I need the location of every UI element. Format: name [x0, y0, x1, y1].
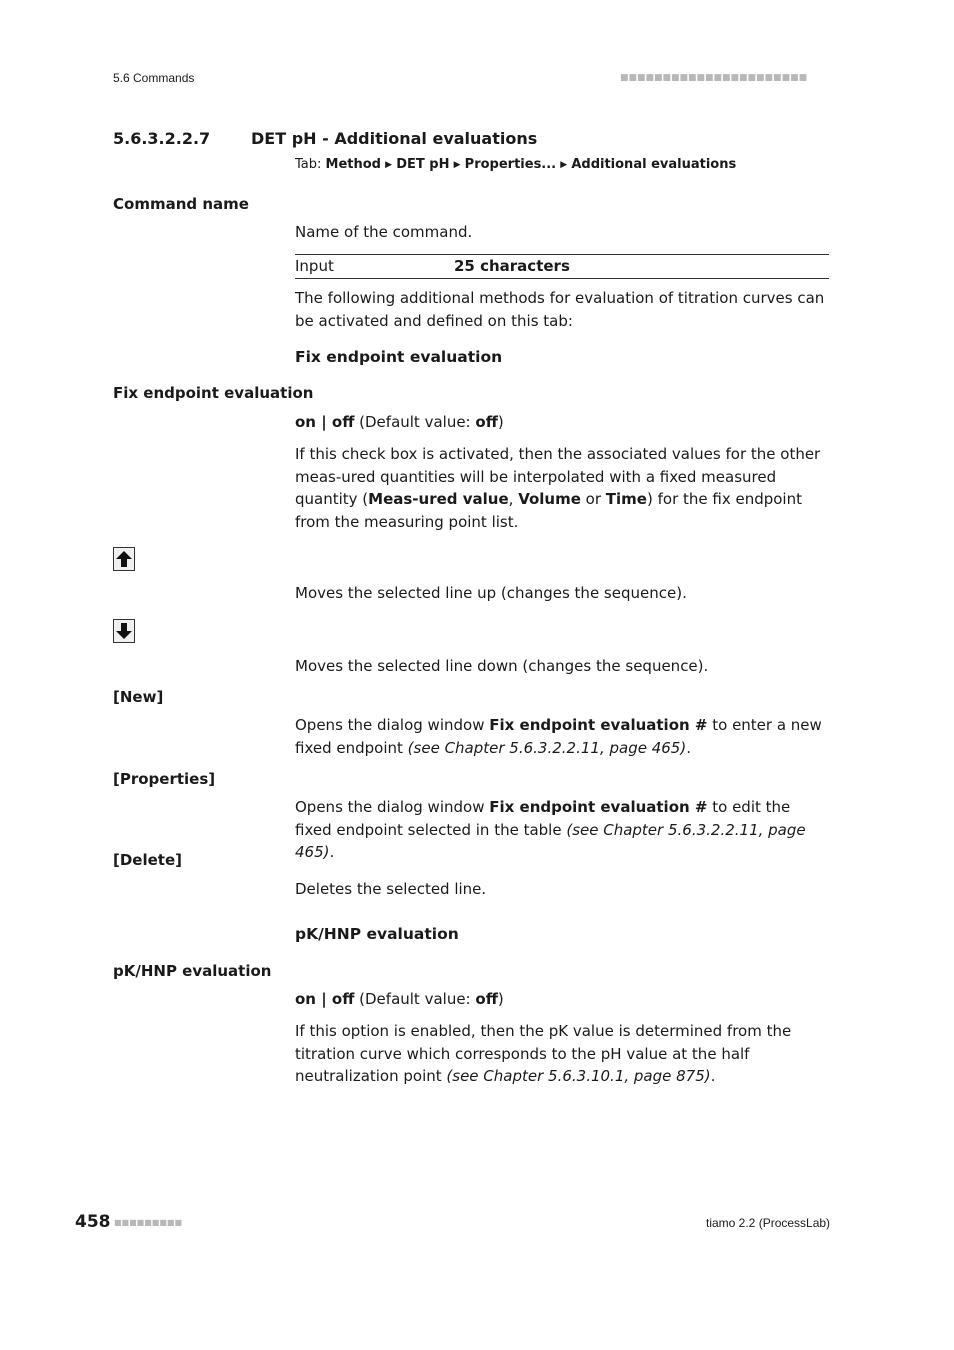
fix-endpoint-desc	[295, 443, 830, 533]
move-up-desc: Moves the selected line up (changes the sequence).	[295, 584, 687, 602]
command-name-desc: Name of the command.	[295, 223, 473, 241]
input-table	[295, 254, 829, 279]
desc-text: or	[580, 490, 606, 508]
desc-text: .	[329, 843, 335, 861]
footer-dots: ■■■■■■■■■	[114, 1218, 183, 1227]
option-on: on	[295, 990, 316, 1008]
default-value: off	[475, 990, 498, 1008]
properties-button-label: [Properties]	[113, 770, 216, 788]
properties-button-desc	[295, 796, 830, 864]
desc-text: to edit the fixed endpoint selected in the table	[295, 798, 791, 839]
section-number: 5.6.3.2.2.7	[113, 129, 211, 148]
input-table-key: Input	[295, 257, 334, 275]
desc-text: .	[686, 738, 691, 757]
command-name-label: Command name	[113, 195, 249, 213]
pk-hnp-desc	[295, 1020, 830, 1088]
option-separator: |	[315, 990, 332, 1008]
option-separator: |	[315, 413, 332, 431]
new-button-label: [New]	[113, 688, 164, 706]
triangle-right-icon: ▶	[385, 160, 393, 170]
desc-text: ,	[508, 490, 519, 508]
pk-hnp-label: pK/HNP evaluation	[113, 962, 272, 980]
default-suffix: )	[497, 413, 504, 431]
page-number: 458	[75, 1212, 111, 1232]
desc-text: to enter a new fixed endpoint	[295, 716, 822, 757]
new-button-desc	[295, 714, 830, 759]
input-table-value: 25 characters	[454, 257, 570, 275]
delete-button-label: [Delete]	[113, 851, 182, 869]
chapter-reference-link[interactable]: (see Chapter 5.6.3.2.2.11, page 465)	[407, 738, 687, 757]
fix-endpoint-subheading: Fix endpoint evaluation	[295, 348, 503, 366]
pk-hnp-subheading: pK/HNP evaluation	[295, 925, 459, 943]
tab-path-item: DET pH	[396, 157, 450, 172]
tab-path-item: Properties...	[464, 157, 557, 172]
desc-bold: Time	[605, 490, 647, 508]
tab-path	[295, 157, 736, 172]
move-down-desc: Moves the selected line down (changes the sequence).	[295, 657, 709, 675]
option-off: off	[331, 990, 355, 1008]
desc-bold: Volume	[518, 490, 581, 508]
desc-bold: Meas-ured value	[368, 490, 509, 508]
option-off: off	[331, 413, 355, 431]
fix-endpoint-options	[295, 411, 830, 434]
intro-paragraph: The following additional methods for evaluation of titration curves can be activated and defined on this tab:	[295, 289, 825, 330]
delete-button-desc: Deletes the selected line.	[295, 880, 487, 898]
default-prefix: (Default value:	[354, 413, 476, 431]
default-prefix: (Default value:	[354, 990, 476, 1008]
desc-bold: Fix endpoint evaluation #	[489, 798, 708, 816]
tab-path-prefix: Tab:	[295, 157, 326, 172]
section-title: DET pH - Additional evaluations	[251, 129, 538, 148]
desc-text: If this option is enabled, then the pK value is determined from the titration curve which corresponds to the pH value at the half neutralization point	[295, 1022, 792, 1085]
chapter-reference-link[interactable]: (see Chapter 5.6.3.2.2.11, page 465)	[295, 820, 806, 861]
running-header-dots: ■■■■■■■■■■■■■■■■■■■■■■	[620, 73, 808, 83]
move-up-button[interactable]	[113, 547, 135, 571]
default-suffix: )	[497, 990, 504, 1008]
move-down-button[interactable]	[113, 619, 135, 643]
chapter-reference-link[interactable]: (see Chapter 5.6.3.10.1, page 875)	[446, 1067, 711, 1085]
fix-endpoint-label: Fix endpoint evaluation	[113, 384, 314, 402]
desc-text: Opens the dialog window	[295, 798, 490, 816]
arrow-up-icon	[114, 548, 134, 570]
desc-text: .	[710, 1067, 716, 1085]
tab-path-item: Additional evaluations	[571, 157, 737, 172]
pk-hnp-options	[295, 988, 830, 1011]
desc-text: ) for the fix endpoint from the measuring point list.	[295, 490, 802, 531]
desc-text: Opens the dialog window	[295, 716, 490, 734]
option-on: on	[295, 413, 316, 431]
triangle-right-icon: ▶	[560, 160, 568, 170]
arrow-down-icon	[114, 620, 134, 642]
desc-bold: Fix endpoint evaluation #	[489, 716, 708, 734]
tab-path-item: Method	[325, 157, 381, 172]
running-header-chapter: 5.6 Commands	[113, 71, 195, 85]
triangle-right-icon: ▶	[453, 160, 461, 170]
desc-text: If this check box is activated, then the associated values for the other meas-ured quantities will be interpolated with a fixed measured quantity (	[295, 445, 821, 508]
default-value: off	[475, 413, 498, 431]
product-name: tiamo 2.2 (ProcessLab)	[706, 1216, 831, 1230]
